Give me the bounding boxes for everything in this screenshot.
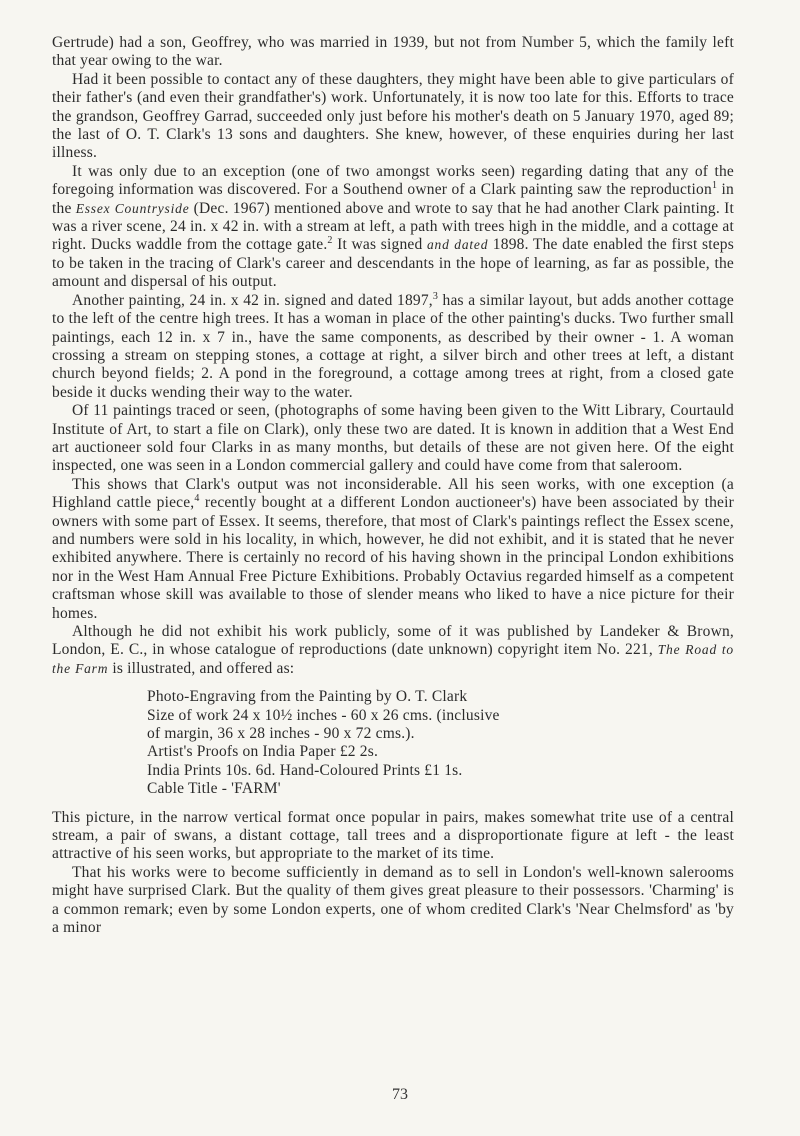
paragraph-4-part-a: Another painting, 24 in. x 42 in. signed and dated 1897, [72, 291, 433, 309]
footnote-ref-3: 3 [432, 290, 439, 302]
catalogue-line: India Prints 10s. 6d. Hand-Coloured Prints £1 1s. [147, 761, 463, 779]
journal-title: Essex Countryside [75, 200, 190, 216]
paragraph-6-part-a: This shows that Clark's output was not inconsiderable. All his seen works, with one exception (a Highland cattle piece, [52, 475, 734, 512]
paragraph-6 [52, 476, 734, 623]
paragraph-4 [52, 292, 734, 402]
paragraph-7-part-a: Although he did not exhibit his work publicly, some of it was published by Landeker & Brown, London, E. C., in whose catalogue of reproductions (date unknown) copyright item No. 221, [52, 623, 734, 659]
catalogue-line: Size of work 24 x 10½ inches - 60 x 26 cms. (inclusive [147, 706, 500, 724]
footnote-ref-4: 4 [194, 493, 200, 504]
paragraph-3-part-a: It was only due to an exception (one of two amongst works seen) regarding dating that any of the foregoing information was discovered. For a Southend owner of a Clark painting saw the reproduction [52, 162, 734, 199]
catalogue-line: Cable Title - 'FARM' [147, 780, 281, 798]
paragraph-3-part-c: (Dec. 1967) mentioned above and wrote to say that he had another Clark painting. It was a river scene, 24 in. x 42 in. with a stream at left, a path with trees high in the middle, and a cottage at right. Ducks waddle from the cottage gate. [52, 199, 734, 254]
paragraph-3 [52, 163, 734, 292]
catalogue-line: Artist's Proofs on India Paper £2 2s. [147, 743, 379, 761]
signed-dated-phrase: and dated [426, 237, 489, 253]
paragraph-4-part-b: has a similar layout, but adds another cottage to the left of the centre high trees. It has a woman in place of the other painting's ducks. Two further small paintings, each 12 in. x 7 in., have the same components, as described by their owner - 1. A woman crossing a stream on stepping stones, a cottage at right, a silver birch and other trees at left, a distant church beyond fields; 2. A pond in the foreground, a cottage among trees at right, from a closed gate beside it ducks wending their way to the water. [52, 291, 734, 401]
paragraph-7 [52, 623, 734, 678]
catalogue-entry [147, 688, 734, 798]
paragraph-6-part-b: recently bought at a different London auctioneer's) have been associated by their owners with some part of Essex. It seems, therefore, that most of Clark's paintings reflect the Essex scene, and numbers were sold in his locality, in which, however, he did not exhibit, and it is stated that he never exhibited anywhere. There is certainly no record of his having shown in the principal London exhibitions nor in the West Ham Annual Free Picture Exhibitions. Probably Octavius regarded himself as a competent craftsman whose skill was available to those of slender means who liked to have a nice picture for their homes. [52, 494, 734, 622]
paragraph-5: Of 11 paintings traced or seen, (photographs of some having been given to the Witt Library, Courtauld Institute of Art, to start a file on Clark), only these two are dated. It is known in addition that a West End art auctioneer sold four Clarks in as many months, but details of these are not given here. Of the eight inspected, one was seen in a London commercial gallery and could have come from that saleroom. [52, 402, 734, 475]
footnote-ref-1: 1 [711, 180, 718, 192]
catalogue-line: of margin, 36 x 28 inches - 90 x 72 cms.). [147, 725, 415, 743]
paragraph-7-part-b: is illustrated, and offered as: [108, 659, 295, 677]
print-title: The Road to the Farm [52, 642, 734, 676]
paragraph-9: That his works were to become sufficiently in demand as to sell in London's well-known salerooms might have surprised Clark. But the quality of them gives great pleasure to their possessors. 'Charming' is a common remark; even by some London experts, one of whom credited Clark's 'Near Chelmsford' as 'by a minor [52, 863, 734, 937]
body-text [52, 34, 734, 938]
paragraph-8: This picture, in the narrow vertical format once popular in pairs, makes somewhat trite use of a central stream, a pair of swans, a distant cottage, tall trees and a disproportionate figure at left - the least attractive of his seen works, but appropriate to the market of its time. [52, 808, 734, 863]
page-number: 73 [392, 1086, 408, 1103]
paragraph-3-part-e: 1898. The date enabled the first steps to be taken in the tracing of Clark's career and descendants in the hope of learning, as far as possible, the amount and dispersal of his output. [52, 236, 734, 291]
paragraph-3-part-b: in the [52, 181, 734, 217]
catalogue-line: Photo-Engraving from the Painting by O. T. Clark [147, 688, 468, 706]
footnote-ref-2: 2 [327, 235, 333, 247]
paragraph-1: Gertrude) had a son, Geoffrey, who was married in 1939, but not from Number 5, which the family left that year owing to the war. [52, 34, 734, 70]
paragraph-3-part-d: It was signed [332, 236, 427, 254]
paragraph-2: Had it been possible to contact any of these daughters, they might have been able to give particulars of their father's (and even their grandfather's) work. Unfortunately, it is now too late for this. Efforts to trace the grandson, Geoffrey Garrad, succeeded only just before his mother's death on 5 January 1970, aged 89; the last of O. T. Clark's 13 sons and daughters. She knew, however, of these enquiries during her last illness. [52, 70, 734, 162]
